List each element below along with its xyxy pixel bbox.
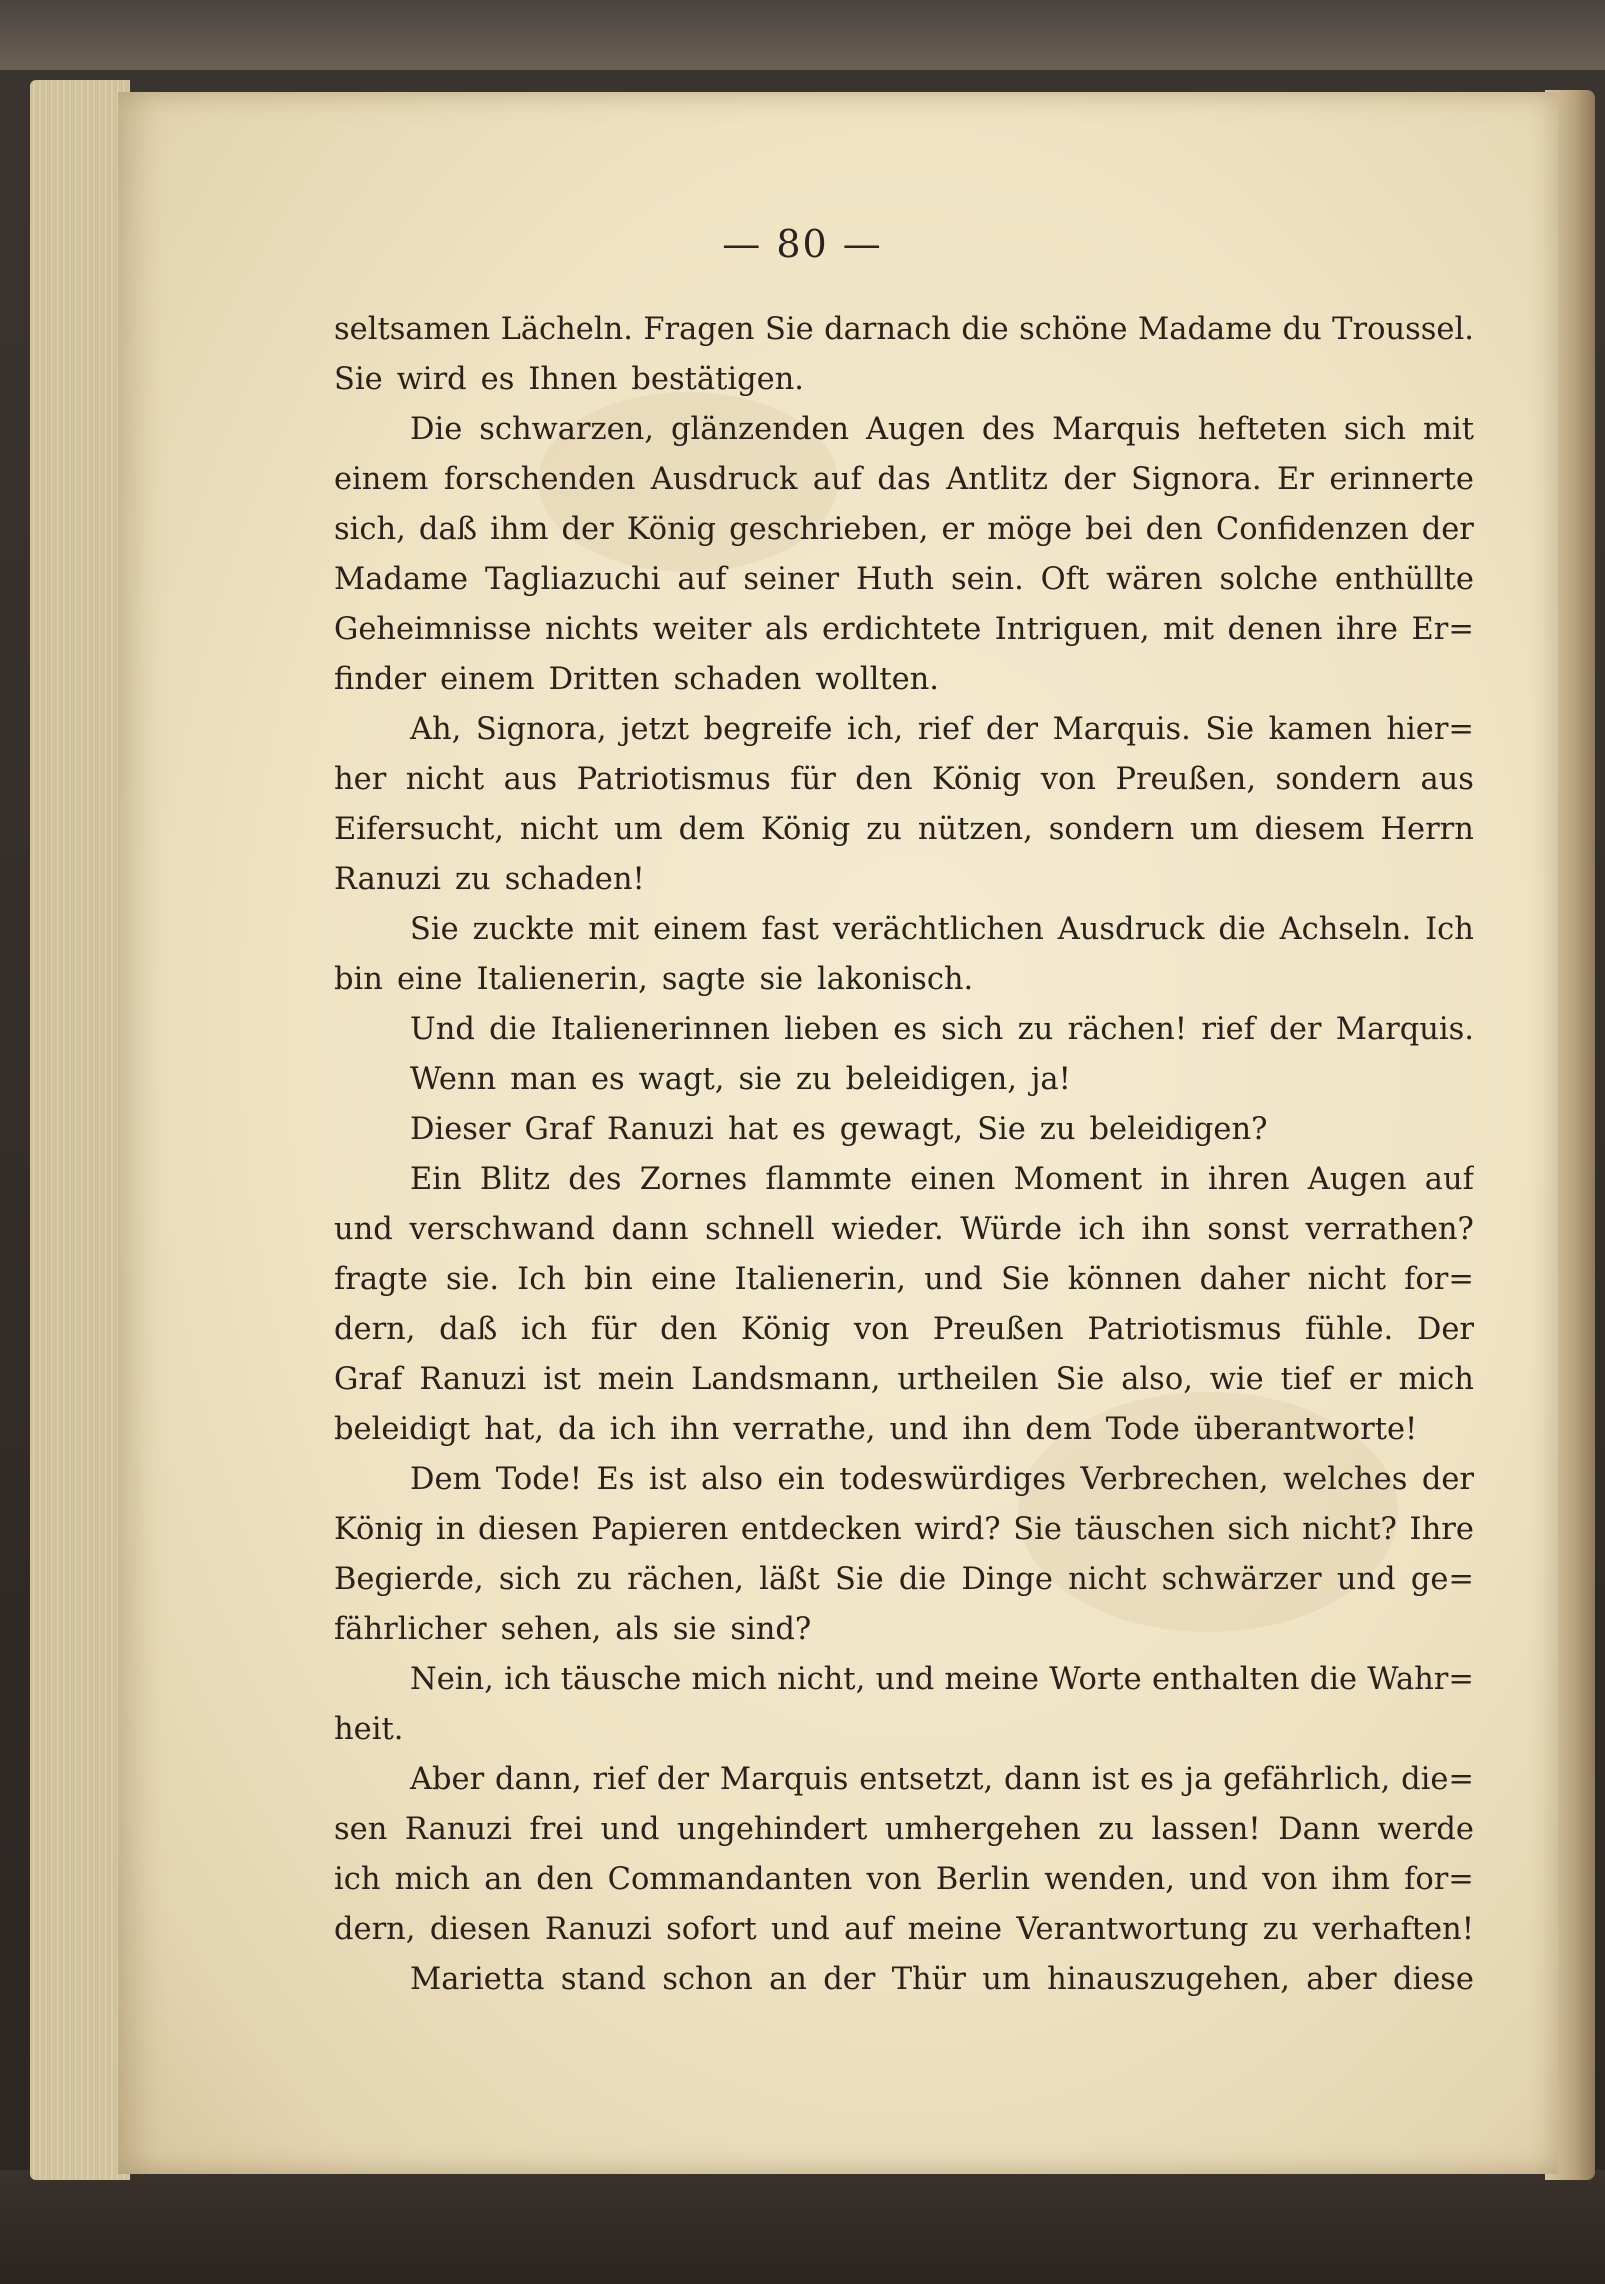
text-line: Geheimnisse nichts weiter als erdichtete Intriguen, mit denen ihre Er= — [334, 612, 1474, 647]
text-line: König in diesen Papieren entdecken wird? Sie täuschen sich nicht? Ihre — [334, 1512, 1474, 1547]
text-line: fährlicher sehen, als sie sind? — [334, 1612, 812, 1647]
text-line: Sie wird es Ihnen bestätigen. — [334, 362, 804, 397]
text-line: fragte sie. Ich bin eine Italienerin, und Sie können daher nicht for= — [334, 1262, 1474, 1297]
text-line: Wenn man es wagt, sie zu beleidigen, ja! — [410, 1062, 1071, 1097]
book-cover-bottom — [0, 2170, 1605, 2284]
text-line: Die schwarzen, glänzenden Augen des Marquis hefteten sich mit — [410, 412, 1474, 447]
text-line: Madame Tagliazuchi auf seiner Huth sein. Oft wären solche enthüllte — [334, 562, 1474, 597]
text-line: Begierde, sich zu rächen, läßt Sie die Dinge nicht schwärzer und ge= — [334, 1562, 1474, 1597]
text-line: Eifersucht, nicht um dem König zu nützen, sondern um diesem Herrn — [334, 812, 1474, 847]
text-line: beleidigt hat, da ich ihn verrathe, und ihn dem Tode überantworte! — [334, 1412, 1418, 1447]
text-line: sen Ranuzi frei und ungehindert umhergehen zu lassen! Dann werde — [334, 1812, 1474, 1847]
text-line: Graf Ranuzi ist mein Landsmann, urtheilen Sie also, wie tief er mich — [334, 1362, 1474, 1397]
text-line: Dem Tode! Es ist also ein todeswürdiges Verbrechen, welches der — [410, 1462, 1474, 1497]
text-line: Dieser Graf Ranuzi hat es gewagt, Sie zu beleidigen? — [410, 1112, 1268, 1147]
text-line: sich, daß ihm der König geschrieben, er möge bei den Confidenzen der — [334, 512, 1474, 547]
text-line: Sie zuckte mit einem fast verächtlichen Ausdruck die Achseln. Ich — [410, 912, 1474, 947]
body-text — [334, 305, 1474, 2005]
text-line: heit. — [334, 1712, 404, 1747]
text-line: ich mich an den Commandanten von Berlin wenden, und von ihm for= — [334, 1862, 1474, 1897]
text-line: dern, daß ich für den König von Preußen Patriotismus fühle. Der — [334, 1312, 1474, 1347]
text-line: Ah, Signora, jetzt begreife ich, rief der Marquis. Sie kamen hier= — [410, 712, 1474, 747]
text-line: Aber dann, rief der Marquis entsetzt, dann ist es ja gefährlich, die= — [410, 1762, 1474, 1797]
text-line: seltsamen Lächeln. Fragen Sie darnach die schöne Madame du Troussel. — [334, 312, 1474, 347]
page-edges-left — [30, 80, 130, 2180]
text-line: Und die Italienerinnen lieben es sich zu rächen! rief der Marquis. — [410, 1012, 1474, 1047]
text-line: Ein Blitz des Zornes flammte einen Moment in ihren Augen auf — [410, 1162, 1474, 1197]
page-number: — 80 — — [722, 222, 883, 266]
text-line: Nein, ich täusche mich nicht, und meine Worte enthalten die Wahr= — [410, 1662, 1474, 1697]
text-line: finder einem Dritten schaden wollten. — [334, 662, 939, 697]
text-line: bin eine Italienerin, sagte sie lakonisch. — [334, 962, 974, 997]
text-line: Marietta stand schon an der Thür um hinauszugehen, aber diese — [410, 1962, 1474, 1997]
text-line: und verschwand dann schnell wieder. Würde ich ihn sonst verrathen? — [334, 1212, 1474, 1247]
text-line: Ranuzi zu schaden! — [334, 862, 645, 897]
text-line: dern, diesen Ranuzi sofort und auf meine Verantwortung zu verhaften! — [334, 1912, 1474, 1947]
book-cover-top — [0, 0, 1605, 70]
text-line: einem forschenden Ausdruck auf das Antlitz der Signora. Er erinnerte — [334, 462, 1474, 497]
text-line: her nicht aus Patriotismus für den König von Preußen, sondern aus — [334, 762, 1474, 797]
